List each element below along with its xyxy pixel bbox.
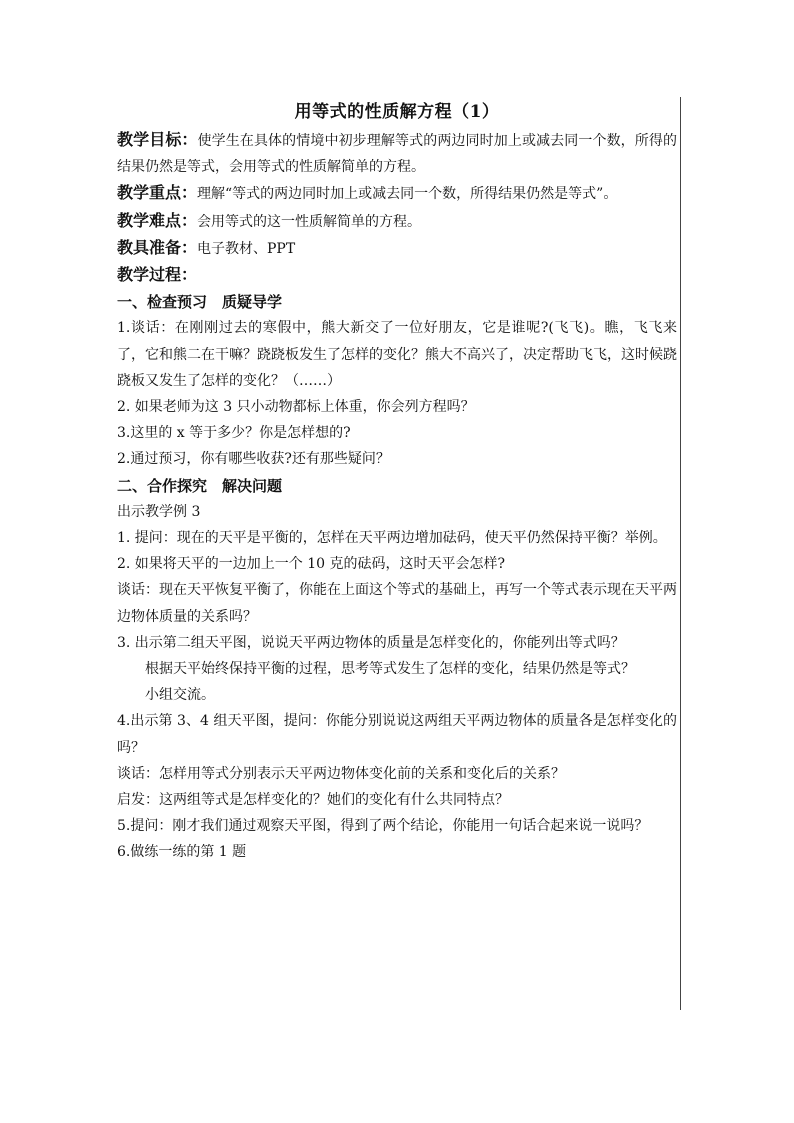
- section-2-question-3-sub-2: 小组交流。: [145, 687, 215, 704]
- teaching-process: [117, 262, 677, 289]
- teaching-goal-text: 使学生在具体的情境中初步理解等式的两边同时加上或减去同一个数，所得的结果仍然是等式，会用等式的性质解简单的方程。: [117, 133, 677, 176]
- difficulty-label: 教学难点：: [117, 210, 198, 230]
- section-1-item: 2. 如果老师为这 3 只小动物都标上体重，你会列方程吗？: [117, 399, 475, 416]
- section-1-item: 3.这里的 x 等于多少？你是怎样想的?: [117, 425, 351, 442]
- key-point-label: 教学重点：: [117, 183, 198, 203]
- section-2-question-3: 3. 出示第二组天平图，说说天平两边物体的质量是怎样变化的，你能列出等式吗？: [117, 634, 625, 651]
- page-title: 用等式的性质解方程（1）: [294, 102, 500, 122]
- section-2-hint: 启发：这两组等式是怎样变化的？她们的变化有什么共同特点？: [117, 792, 509, 809]
- section-2-talk-2: 谈话：怎样用等式分别表示天平两边物体变化前的关系和变化后的关系？: [117, 765, 565, 782]
- section-2-question-1: 1. 提问：现在的天平是平衡的，怎样在天平两边增加砝码，使天平仍然保持平衡？举例。: [117, 530, 667, 547]
- section-2-question-2: 2. 如果将天平的一边加上一个 10 克的砝码，这时天平会怎样?: [117, 556, 506, 573]
- teaching-key-point: [117, 180, 677, 207]
- section-2-intro: 出示教学例 3: [117, 503, 201, 520]
- key-point-text: 理解“等式的两边同时加上或减去同一个数，所得结果仍然是等式”。: [197, 186, 618, 203]
- process-label: 教学过程：: [117, 265, 198, 285]
- section-1-item: 1.谈话：在刚刚过去的寒假中，熊大新交了一位好朋友，它是谁呢?(飞飞)。瞧，飞飞来了，它和熊二在干嘛？跷跷板发生了怎样的变化？熊大不高兴了，决定帮助飞飞，这时候跷跷板又发生了怎样的变化？（……）: [117, 320, 677, 389]
- table-border-line: [680, 97, 681, 1010]
- lesson-plan-content: [117, 99, 677, 866]
- section-1-item: 2.通过预习，你有哪些收获?还有那些疑问？: [117, 451, 390, 468]
- teaching-materials: [117, 235, 677, 262]
- teaching-goal-label: 教学目标：: [117, 130, 198, 149]
- section-2-question-6: 6.做练一练的第 1 题: [117, 844, 247, 861]
- teaching-goal: [117, 127, 677, 180]
- materials-text: 电子教材、PPT: [197, 240, 296, 257]
- section-2-question-5: 5.提问：刚才我们通过观察天平图，得到了两个结论，你能用一句话合起来说一说吗？: [117, 818, 649, 835]
- section-2-heading: 二、合作探究 解决问题: [117, 476, 283, 495]
- section-1-heading: 一、检查预习 质疑导学: [117, 293, 283, 312]
- materials-label: 教具准备：: [117, 237, 198, 257]
- section-2-question-3-sub-1: 根据天平始终保持平衡的过程，思考等式发生了怎样的变化，结果仍然是等式？: [145, 661, 635, 678]
- teaching-difficulty: [117, 208, 677, 235]
- section-2-talk-1: 谈话：现在天平恢复平衡了，你能在上面这个等式的基础上，再写一个等式表示现在天平两边物体质量的关系吗？: [117, 582, 677, 625]
- difficulty-text: 会用等式的这一性质解简单的方程。: [197, 213, 422, 230]
- section-2-question-4: 4.出示第 3、4 组天平图，提问：你能分别说说这两组天平两边物体的质量各是怎样变化的吗？: [117, 713, 677, 756]
